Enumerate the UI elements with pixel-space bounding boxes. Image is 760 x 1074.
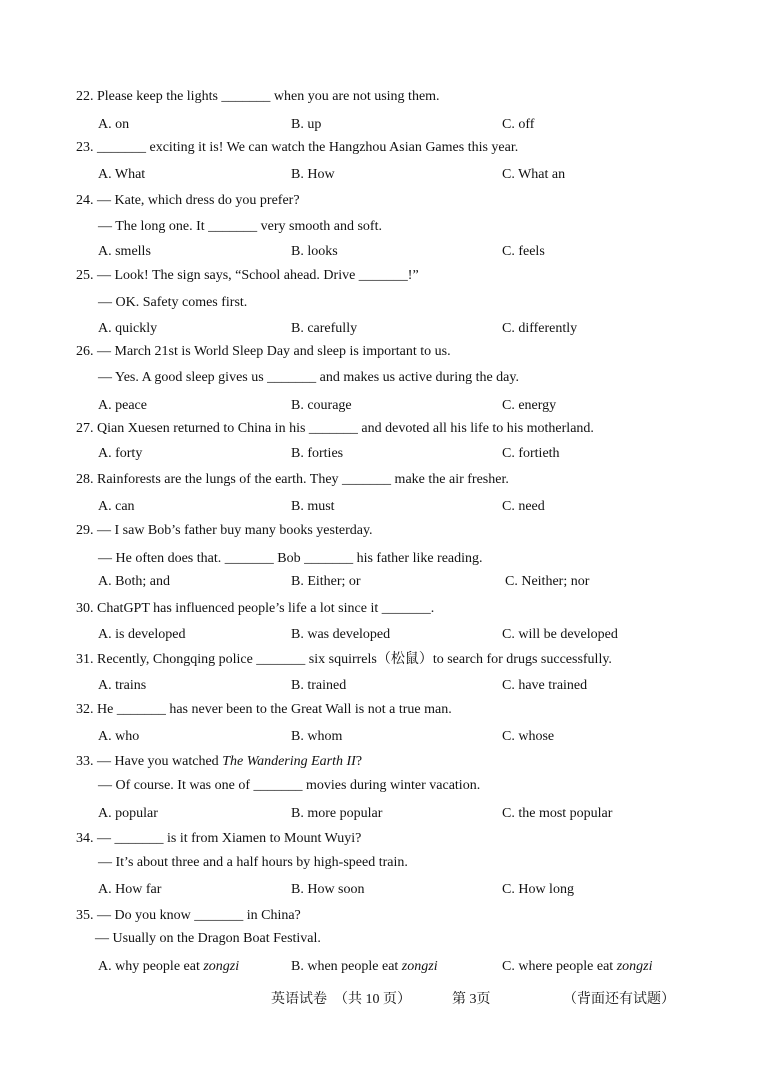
option-24-a[interactable]: A. smells — [98, 244, 151, 259]
option-28-b[interactable]: B. must — [291, 499, 335, 514]
option-24-b[interactable]: B. looks — [291, 244, 338, 259]
option-29-b[interactable]: B. Either; or — [291, 574, 361, 589]
question-32: 32. He _______ has never been to the Great Wall is not a true man. — [76, 702, 452, 717]
option-31-b[interactable]: B. trained — [291, 678, 347, 693]
option-31-a[interactable]: A. trains — [98, 678, 147, 693]
footer-note: （背面还有试题） — [563, 992, 675, 1007]
question-29: 29. — I saw Bob’s father buy many books yesterday. — [76, 523, 373, 538]
question-23: 23. _______ exciting it is! We can watch the Hangzhou Asian Games this year. — [76, 140, 519, 155]
question-33-line-2: — Of course. It was one of _______ movies during winter vacation. — [98, 778, 481, 793]
question-24: 24. — Kate, which dress do you prefer? — [76, 193, 300, 208]
question-28: 28. Rainforests are the lungs of the earth. They _______ make the air fresher. — [76, 472, 509, 487]
option-28-c[interactable]: C. need — [502, 499, 545, 514]
option-29-c[interactable]: C. Neither; nor — [505, 574, 590, 589]
question-35: 35. — Do you know _______ in China? — [76, 908, 301, 923]
question-25-line-2: — OK. Safety comes first. — [98, 295, 248, 310]
question-27: 27. Qian Xuesen returned to China in his _______ and devoted all his life to his motherland. — [76, 421, 594, 436]
option-35-b[interactable]: B. when people eat zongzi — [291, 959, 438, 974]
option-22-a[interactable]: A. on — [98, 117, 130, 132]
option-30-c[interactable]: C. will be developed — [502, 627, 618, 642]
option-32-a[interactable]: A. who — [98, 729, 140, 744]
option-29-a[interactable]: A. Both; and — [98, 574, 170, 589]
option-33-c[interactable]: C. the most popular — [502, 806, 613, 821]
option-34-c[interactable]: C. How long — [502, 882, 574, 897]
movie-title: The Wandering Earth II — [222, 754, 356, 769]
option-23-c[interactable]: C. What an — [502, 167, 566, 182]
question-35-line-2: — Usually on the Dragon Boat Festival. — [95, 931, 321, 946]
option-27-b[interactable]: B. forties — [291, 446, 344, 461]
question-34-line-2: — It’s about three and a half hours by high-speed train. — [98, 855, 408, 870]
question-24-line-2: — The long one. It _______ very smooth and soft. — [98, 219, 382, 234]
option-24-c[interactable]: C. feels — [502, 244, 545, 259]
question-30: 30. ChatGPT has influenced people’s life a lot since it _______. — [76, 601, 435, 616]
option-25-a[interactable]: A. quickly — [98, 321, 158, 336]
option-34-a[interactable]: A. How far — [98, 882, 162, 897]
option-30-a[interactable]: A. is developed — [98, 627, 186, 642]
option-25-b[interactable]: B. carefully — [291, 321, 358, 336]
option-34-b[interactable]: B. How soon — [291, 882, 365, 897]
option-26-c[interactable]: C. energy — [502, 398, 557, 413]
option-26-a[interactable]: A. peace — [98, 398, 147, 413]
option-28-a[interactable]: A. can — [98, 499, 135, 514]
option-35-c[interactable]: C. where people eat zongzi — [502, 959, 653, 974]
question-22: 22. Please keep the lights _______ when you are not using them. — [76, 89, 440, 104]
option-32-c[interactable]: C. whose — [502, 729, 555, 744]
option-26-b[interactable]: B. courage — [291, 398, 352, 413]
footer-paper-info: 英语试卷 （共 10 页） — [271, 992, 411, 1007]
question-33: 33. — Have you watched The Wandering Earth II? — [76, 754, 363, 769]
option-22-b[interactable]: B. up — [291, 117, 322, 132]
option-32-b[interactable]: B. whom — [291, 729, 343, 744]
question-26-line-2: — Yes. A good sleep gives us _______ and makes us active during the day. — [98, 370, 519, 385]
question-31: 31. Recently, Chongqing police _______ six squirrels（松鼠）to search for drugs successfully. — [76, 652, 612, 667]
option-25-c[interactable]: C. differently — [502, 321, 578, 336]
option-35-a[interactable]: A. why people eat zongzi — [98, 959, 240, 974]
question-25: 25. — Look! The sign says, “School ahead. Drive _______!” — [76, 268, 419, 283]
option-27-a[interactable]: A. forty — [98, 446, 143, 461]
option-31-c[interactable]: C. have trained — [502, 678, 588, 693]
option-23-b[interactable]: B. How — [291, 167, 335, 182]
option-27-c[interactable]: C. fortieth — [502, 446, 560, 461]
option-33-b[interactable]: B. more popular — [291, 806, 383, 821]
question-26: 26. — March 21st is World Sleep Day and sleep is important to us. — [76, 344, 451, 359]
footer-page-number: 第 3页 — [452, 992, 491, 1007]
question-29-line-2: — He often does that. _______ Bob _______ his father like reading. — [98, 551, 483, 566]
option-23-a[interactable]: A. What — [98, 167, 146, 182]
question-34: 34. — _______ is it from Xiamen to Mount Wuyi? — [76, 831, 362, 846]
option-22-c[interactable]: C. off — [502, 117, 535, 132]
option-33-a[interactable]: A. popular — [98, 806, 158, 821]
option-30-b[interactable]: B. was developed — [291, 627, 391, 642]
